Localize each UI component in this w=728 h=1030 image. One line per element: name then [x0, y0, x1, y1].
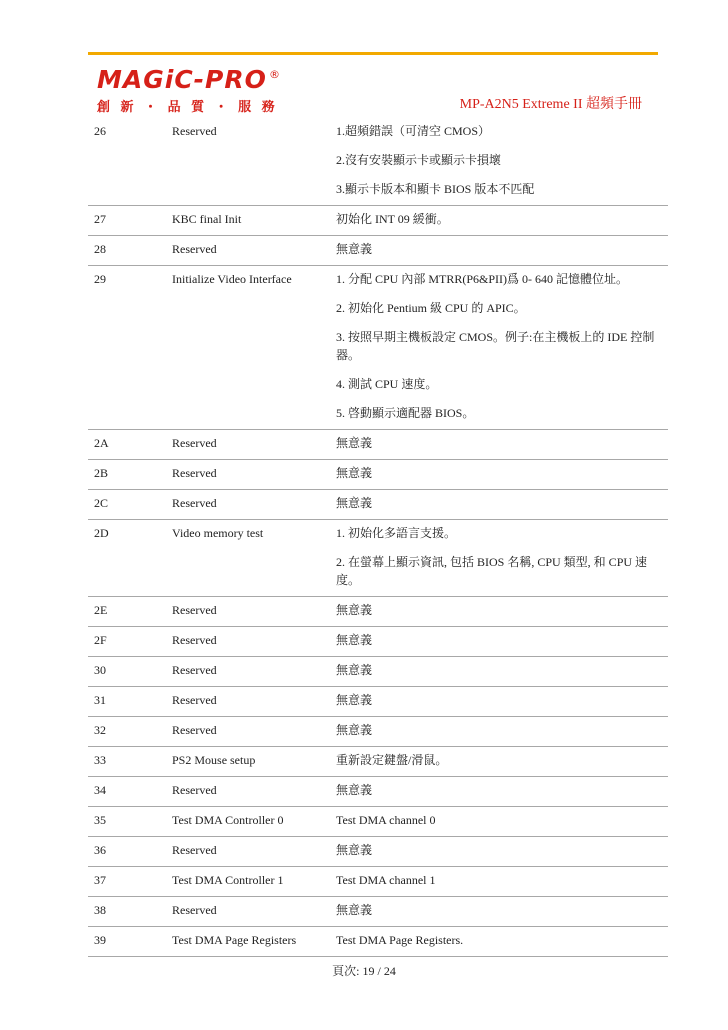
description-line: 2. 初始化 Pentium 級 CPU 的 APIC。	[336, 301, 526, 315]
post-code-name: Reserved	[166, 777, 330, 807]
post-code-name: Reserved	[166, 837, 330, 867]
post-code-description	[330, 490, 668, 520]
post-code-name: Test DMA Controller 0	[166, 807, 330, 837]
description-line: 1. 分配 CPU 內部 MTRR(P6&PII)爲 0- 640 記憶體位址。	[336, 272, 629, 286]
post-code-description	[330, 867, 668, 897]
table-row	[88, 867, 668, 897]
registered-mark: ®	[269, 68, 280, 81]
description-line: 初始化 INT 09 緩衝。	[336, 212, 449, 226]
post-code-description	[330, 520, 668, 597]
post-code-description	[330, 837, 668, 867]
table-row	[88, 657, 668, 687]
post-code: 32	[88, 717, 166, 747]
post-code-name: Reserved	[166, 897, 330, 927]
description-line: 無意義	[336, 843, 373, 857]
post-code-description	[330, 927, 668, 957]
table-row	[88, 627, 668, 657]
post-code: 36	[88, 837, 166, 867]
description-line: 1.超頻錯誤（可清空 CMOS）	[336, 124, 491, 138]
post-code-description	[330, 236, 668, 266]
post-code-name: Test DMA Page Registers	[166, 927, 330, 957]
description-line: 無意義	[336, 603, 373, 617]
table-row	[88, 717, 668, 747]
post-code-name: PS2 Mouse setup	[166, 747, 330, 777]
post-code-name: Initialize Video Interface	[166, 266, 330, 430]
page-number: 頁次: 19 / 24	[332, 964, 396, 978]
post-code: 35	[88, 807, 166, 837]
post-code-name: Reserved	[166, 490, 330, 520]
post-code-name: Test DMA Controller 1	[166, 867, 330, 897]
table-row	[88, 897, 668, 927]
brand-tagline: 創 新 ・ 品 質 ・ 服 務	[97, 100, 278, 115]
post-code-name: Reserved	[166, 687, 330, 717]
post-code-name: Reserved	[166, 657, 330, 687]
header-rule	[88, 52, 658, 55]
post-code-description	[330, 897, 668, 927]
post-code: 2E	[88, 597, 166, 627]
description-line: 2. 在螢幕上顯示資訊, 包括 BIOS 名稱, CPU 類型, 和 CPU 速度。	[336, 555, 648, 587]
table-row	[88, 747, 668, 777]
post-code-name: Reserved	[166, 717, 330, 747]
post-code: 2C	[88, 490, 166, 520]
description-line: 無意義	[336, 466, 373, 480]
table-row	[88, 777, 668, 807]
table-row	[88, 460, 668, 490]
post-code-description	[330, 627, 668, 657]
description-line: 無意義	[336, 783, 373, 797]
post-code: 29	[88, 266, 166, 430]
description-line: 5. 啓動顯示適配器 BIOS。	[336, 406, 475, 420]
description-line: 3.顯示卡版本和顯卡 BIOS 版本不匹配	[336, 182, 535, 196]
table-row	[88, 927, 668, 957]
post-code: 33	[88, 747, 166, 777]
post-code-name: Reserved	[166, 460, 330, 490]
table-row	[88, 597, 668, 627]
table-row	[88, 118, 668, 206]
document-title: MP-A2N5 Extreme II 超頻手冊	[459, 97, 642, 112]
post-code: 26	[88, 118, 166, 206]
table-row	[88, 807, 668, 837]
description-line: 無意義	[336, 903, 373, 917]
post-code-description	[330, 777, 668, 807]
description-line: Test DMA Page Registers.	[336, 933, 464, 947]
post-code-description	[330, 717, 668, 747]
post-code-name: Reserved	[166, 430, 330, 460]
post-code: 38	[88, 897, 166, 927]
post-code: 30	[88, 657, 166, 687]
post-code-description	[330, 747, 668, 777]
description-line: 2.沒有安裝顯示卡或顯示卡損壞	[336, 153, 502, 167]
post-code-description	[330, 266, 668, 430]
description-line: 4. 測試 CPU 速度。	[336, 377, 438, 391]
post-code-name: KBC final Init	[166, 206, 330, 236]
table-row	[88, 236, 668, 266]
description-line: 無意義	[336, 633, 373, 647]
table-row	[88, 206, 668, 236]
description-line: 無意義	[336, 436, 373, 450]
post-code: 2D	[88, 520, 166, 597]
post-code-table	[88, 118, 668, 957]
table-row	[88, 687, 668, 717]
post-code: 37	[88, 867, 166, 897]
post-code: 2A	[88, 430, 166, 460]
post-code-description	[330, 807, 668, 837]
post-code: 2F	[88, 627, 166, 657]
post-code-name: Reserved	[166, 597, 330, 627]
description-line: 無意義	[336, 242, 373, 256]
post-code-description	[330, 430, 668, 460]
description-line: 無意義	[336, 693, 373, 707]
table-row	[88, 266, 668, 430]
post-code-description	[330, 597, 668, 627]
table-row	[88, 520, 668, 597]
description-line: 重新設定鍵盤/滑鼠。	[336, 753, 448, 767]
post-code-name: Reserved	[166, 627, 330, 657]
post-code-name: Video memory test	[166, 520, 330, 597]
post-code: 39	[88, 927, 166, 957]
post-code-description	[330, 118, 668, 206]
description-line: Test DMA channel 1	[336, 873, 436, 887]
post-code: 28	[88, 236, 166, 266]
description-line: 3. 按照早期主機板設定 CMOS。例子:在主機板上的 IDE 控制器。	[336, 330, 655, 362]
post-code-name: Reserved	[166, 236, 330, 266]
post-code-description	[330, 687, 668, 717]
post-code-description	[330, 206, 668, 236]
brand-name: MAGiC-PRO	[97, 65, 267, 94]
post-code-description	[330, 460, 668, 490]
post-code: 27	[88, 206, 166, 236]
post-code: 34	[88, 777, 166, 807]
brand-logo	[97, 66, 297, 118]
post-code-name: Reserved	[166, 118, 330, 206]
table-row	[88, 837, 668, 867]
description-line: 無意義	[336, 663, 373, 677]
post-code-table-body	[88, 118, 668, 957]
post-code-description	[330, 657, 668, 687]
description-line: 無意義	[336, 496, 373, 510]
description-line: Test DMA channel 0	[336, 813, 436, 827]
table-row	[88, 430, 668, 460]
post-code: 2B	[88, 460, 166, 490]
description-line: 1. 初始化多語言支援。	[336, 526, 457, 540]
table-row	[88, 490, 668, 520]
post-code: 31	[88, 687, 166, 717]
description-line: 無意義	[336, 723, 373, 737]
